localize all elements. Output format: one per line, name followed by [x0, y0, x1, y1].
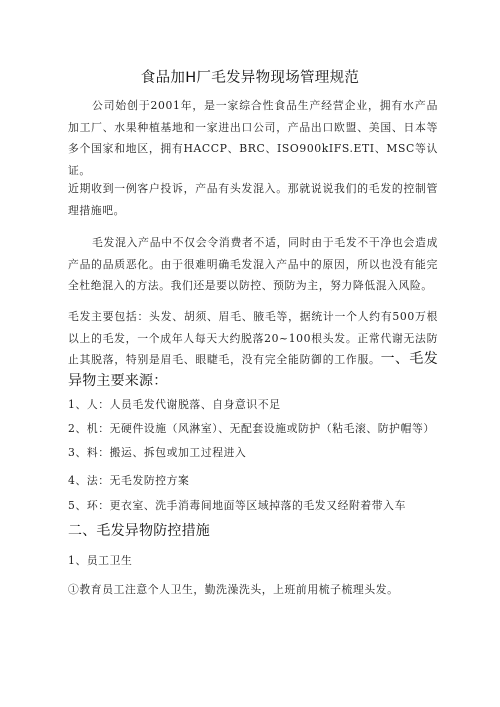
hair-facts-text: 毛发主要包括：头发、胡须、眉毛、腋毛等，据统计一个人约有500万根以上的毛发，一个成年人每天大约脱落20~100根头发。正常代谢无法防止其脱落，特别是眉毛、眼睫毛，没有完全能防御的工作服。	[68, 310, 438, 366]
section1-heading: 一、毛发异物主要来源：	[68, 351, 438, 389]
hygiene-item-1: ①教育员工注意个人卫生，勤洗澡洗头，上班前用梳子梳理头发。	[68, 583, 399, 596]
complaint-paragraph: 近期收到一例客户投诉，产品有头发混入。那就说说我们的毛发的控制管理措施吧。	[68, 182, 438, 217]
hair-facts-paragraph	[68, 306, 438, 392]
source-item-3: 3、料：搬运、拆包或加工过程进入	[68, 446, 247, 459]
document-title: 食品加H厂毛发异物现场管理规范	[140, 70, 360, 86]
subsection-staff-hygiene: 1、员工卫生	[68, 554, 133, 567]
section2-heading: 二、毛发异物防控措施	[68, 523, 210, 539]
hair-risk-paragraph: 毛发混入产品中不仅会令消费者不适，同时由于毛发不干净也会造成产品的品质恶化。由于很难明确毛发混入产品中的原因，所以也没有能完全杜绝混入的方法。我们还是要以防控、预防为主，努力降低混入风险。	[68, 236, 438, 292]
source-item-1: 1、人：人员毛发代谢脱落、自身意识不足	[68, 398, 281, 411]
source-item-4: 4、法：无毛发防控方案	[68, 474, 190, 487]
intro-paragraph: 公司始创于2001年，是一家综合性食品生产经营企业，拥有水产品加工厂、水果种植基地和一家进出口公司，产品出口欧盟、美国、日本等多个国家和地区，拥有HACCP、BRC、ISO900kIFS.ETI、MSC等认证。	[68, 99, 438, 177]
source-item-2: 2、机：无硬件设施（风淋室）、无配套设施或防护（粘毛滚、防护帽等）	[68, 422, 435, 435]
source-item-5: 5、环：更衣室、洗手消毒间地面等区域掉落的毛发又经附着带入车	[68, 499, 406, 512]
